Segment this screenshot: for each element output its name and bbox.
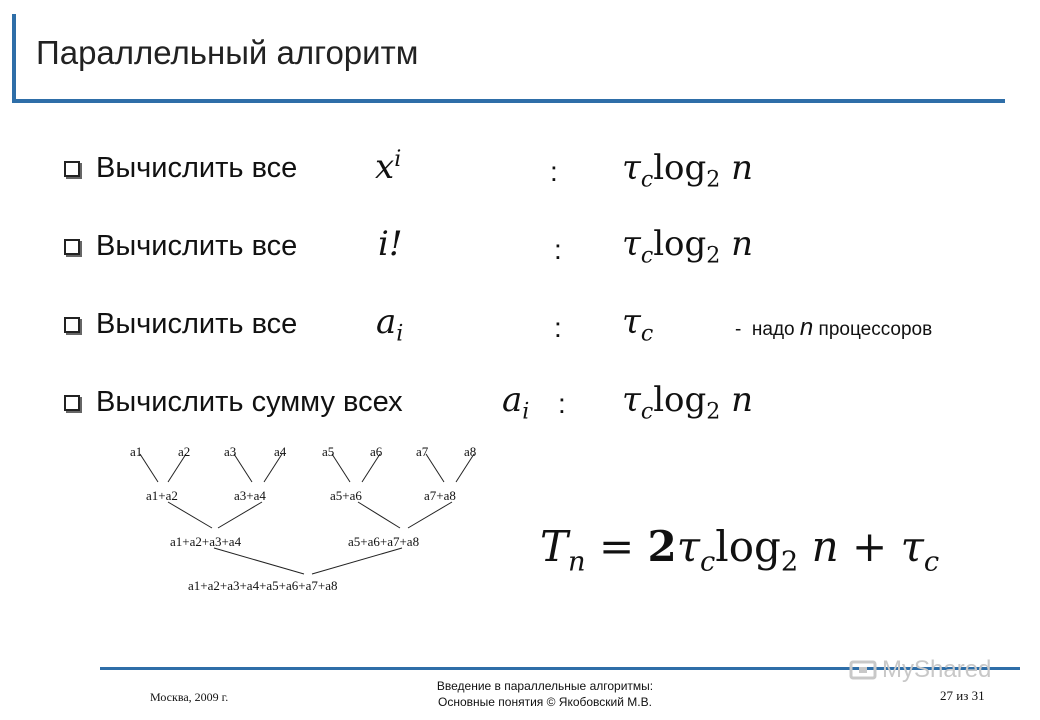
tree-edge bbox=[408, 502, 452, 528]
checkbox-bullet-icon bbox=[64, 317, 80, 333]
title-underline bbox=[12, 99, 1005, 103]
bullet-1-cost: $\tau_c\log_2$ n bbox=[622, 148, 754, 193]
tree-edge bbox=[332, 454, 350, 482]
tree-edge bbox=[426, 454, 444, 482]
tree-leaf: a8 bbox=[464, 444, 477, 459]
tree-leaf: a1 bbox=[130, 444, 143, 459]
tree-edge bbox=[358, 502, 400, 528]
tree-node-l1: a1+a2 bbox=[146, 488, 178, 503]
processors-note: - надо n процессоров bbox=[735, 314, 933, 341]
bullet-3-colon: : bbox=[554, 312, 562, 343]
tree-leaf: a3 bbox=[224, 444, 237, 459]
total-time-formula: $T_n = 2\tau_c\log_2$ $n + \tau_c$ bbox=[540, 522, 940, 578]
bullet-2-colon: : bbox=[554, 234, 562, 265]
tree-node-l1: a7+a8 bbox=[424, 488, 456, 503]
watermark-icon bbox=[848, 658, 878, 682]
tree-node-l2: a5+a6+a7+a8 bbox=[348, 534, 420, 549]
tree-edge bbox=[140, 454, 158, 482]
slide-page-number: 27 из 31 bbox=[940, 688, 985, 703]
tree-node-l2: a1+a2+a3+a4 bbox=[170, 534, 242, 549]
bullet-3-cost: $\tau_c$ bbox=[622, 302, 654, 347]
checkbox-bullet-icon bbox=[64, 161, 80, 177]
bullet-text: Вычислить все bbox=[96, 308, 298, 340]
bullet-item-1 bbox=[64, 152, 297, 185]
bullet-item-2 bbox=[64, 230, 297, 263]
bullet-4-cost: $\tau_c\log_2$ n bbox=[622, 380, 754, 425]
bullet-2-variable: i! bbox=[378, 224, 403, 264]
tree-root: a1+a2+a3+a4+a5+a6+a7+a8 bbox=[188, 578, 338, 593]
tree-node-l1: a3+a4 bbox=[234, 488, 266, 503]
checkbox-bullet-icon bbox=[64, 239, 80, 255]
slide-title: Параллельный алгоритм bbox=[36, 34, 419, 71]
tree-leaf: a6 bbox=[370, 444, 383, 459]
tree-edge bbox=[168, 502, 212, 528]
tree-leaf: a4 bbox=[274, 444, 287, 459]
bullet-2-cost: $\tau_c\log_2$ n bbox=[622, 224, 754, 269]
reduction-tree-diagram bbox=[118, 440, 518, 600]
tree-edge bbox=[312, 548, 402, 574]
watermark-logo: MyShared bbox=[848, 656, 991, 684]
bullet-1-colon: : bbox=[550, 156, 558, 187]
bullet-text: Вычислить сумму всех bbox=[96, 386, 403, 418]
bullet-4-colon: : bbox=[558, 388, 566, 419]
footer-course-info: Введение в параллельные алгоритмы: Основные понятия © Якобовский М.В. bbox=[436, 679, 654, 709]
bullet-item-4 bbox=[64, 386, 403, 419]
tree-edge bbox=[218, 502, 262, 528]
bullet-text: Вычислить все bbox=[96, 230, 298, 262]
tree-node-l1: a5+a6 bbox=[330, 488, 362, 503]
bullet-text: Вычислить все bbox=[96, 152, 298, 184]
checkbox-bullet-icon bbox=[64, 395, 80, 411]
bullet-item-3 bbox=[64, 308, 297, 341]
bullet-1-variable: $x^i$ bbox=[375, 146, 402, 188]
tree-edge bbox=[214, 548, 304, 574]
title-accent-bar bbox=[12, 14, 16, 102]
tree-leaf: a7 bbox=[416, 444, 429, 459]
tree-leaf: a2 bbox=[178, 444, 191, 459]
footer-location-date: Москва, 2009 г. bbox=[150, 690, 229, 704]
tree-leaf: a5 bbox=[322, 444, 335, 459]
bullet-3-variable: $a_i$ bbox=[376, 302, 404, 347]
tree-edge bbox=[234, 454, 252, 482]
bullet-4-variable: $a_i$ bbox=[502, 380, 530, 425]
